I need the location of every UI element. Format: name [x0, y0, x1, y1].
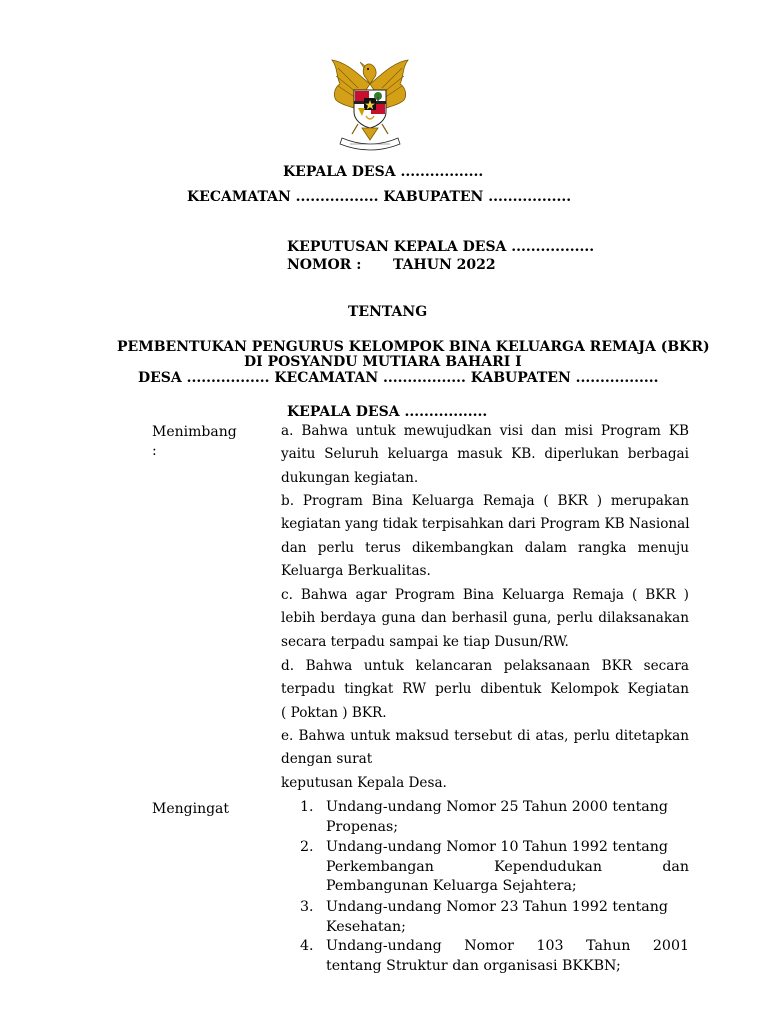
header-kepala-desa: KEPALA DESA ................. — [283, 164, 484, 180]
header-kecamatan-kabupaten: KECAMATAN ................. KABUPATEN ................. — [187, 189, 572, 205]
menimbang-b-line: b. Program Bina Keluarga Remaja ( BKR ) merupakan — [281, 493, 689, 509]
mengingat-item-line: tentang Struktur dan organisasi BKKBN; — [326, 957, 621, 974]
subject-line-3: DESA ................. KECAMATAN ................. KABUPATEN ................. — [138, 370, 659, 386]
subject-line-2: DI POSYANDU MUTIARA BAHARI I — [244, 354, 522, 370]
menimbang-point-a — [281, 420, 689, 490]
issuer-kepala-desa: KEPALA DESA ................. — [287, 404, 488, 420]
menimbang-point-b — [281, 490, 689, 583]
menimbang-e-line: keputusan Kepala Desa. — [281, 774, 447, 791]
menimbang-e-line: e. Bahwa untuk maksud tersebut di atas, perlu ditetapkan — [281, 728, 689, 744]
mengingat-item-line: Pembangunan Keluarga Sejahtera; — [326, 878, 577, 894]
mengingat-item-line: Perkembangan Kependudukan dan — [326, 858, 689, 875]
subject-line-1: PEMBENTUKAN PENGURUS KELOMPOK BINA KELUARGA REMAJA (BKR) — [117, 339, 710, 355]
menimbang-point-c — [281, 584, 689, 654]
mengingat-item-line: Kesehatan; — [326, 918, 406, 935]
tentang-heading: TENTANG — [348, 304, 428, 320]
menimbang-a-line: dukungan kegiatan. — [281, 469, 419, 486]
decree-tahun: TAHUN 2022 — [393, 257, 496, 273]
menimbang-d-line: terpadu tingkat RW perlu dibentuk Kelompok Kegiatan — [281, 681, 689, 698]
garuda-pancasila-emblem — [318, 54, 422, 154]
mengingat-item-line: Undang-undang Nomor 25 Tahun 2000 tentang — [326, 799, 668, 815]
menimbang-colon: : — [152, 443, 157, 459]
menimbang-d-line: d. Bahwa untuk kelancaran pelaksanaan BKR secara — [281, 658, 689, 674]
mengingat-item-line: Undang-undang Nomor 103 Tahun 2001 — [326, 938, 689, 954]
menimbang-c-line: c. Bahwa agar Program Bina Keluarga Remaja ( BKR ) — [281, 587, 689, 603]
mengingat-item-line: Undang-undang Nomor 23 Tahun 1992 tentang — [326, 899, 668, 915]
decree-title: KEPUTUSAN KEPALA DESA ................. — [287, 239, 595, 255]
menimbang-b-line: Keluarga Berkualitas. — [281, 562, 431, 579]
mengingat-label: Mengingat — [152, 801, 230, 817]
mengingat-item-line: Undang-undang Nomor 10 Tahun 1992 tentang — [326, 839, 668, 855]
menimbang-d-line: ( Poktan ) BKR. — [281, 704, 387, 721]
mengingat-item-number: 1. — [300, 799, 314, 815]
menimbang-point-e — [281, 725, 689, 795]
menimbang-b-line: kegiatan yang tidak terpisahkan dari Program KB Nasional — [281, 516, 690, 533]
mengingat-item-number: 3. — [300, 899, 314, 915]
menimbang-e-line: dengan surat — [281, 751, 373, 768]
decree-nomor-label: NOMOR : — [287, 257, 362, 273]
mengingat-item-number: 2. — [300, 839, 314, 855]
menimbang-c-line: secara terpadu sampai ke tiap Dusun/RW. — [281, 633, 569, 650]
menimbang-c-line: lebih berdaya guna dan berhasil guna, perlu dilaksanakan — [281, 610, 689, 627]
menimbang-a-line: yaitu Seluruh keluarga masuk KB. diperlukan berbagai — [281, 446, 689, 463]
menimbang-point-d — [281, 655, 689, 725]
menimbang-b-line: dan perlu terus dikembangkan dalam rangka menuju — [281, 539, 689, 556]
mengingat-item-number: 4. — [300, 938, 314, 954]
menimbang-a-line: a. Bahwa untuk mewujudkan visi dan misi Program KB — [281, 423, 689, 439]
menimbang-label: Menimbang — [152, 424, 237, 440]
mengingat-item-line: Propenas; — [326, 818, 399, 835]
